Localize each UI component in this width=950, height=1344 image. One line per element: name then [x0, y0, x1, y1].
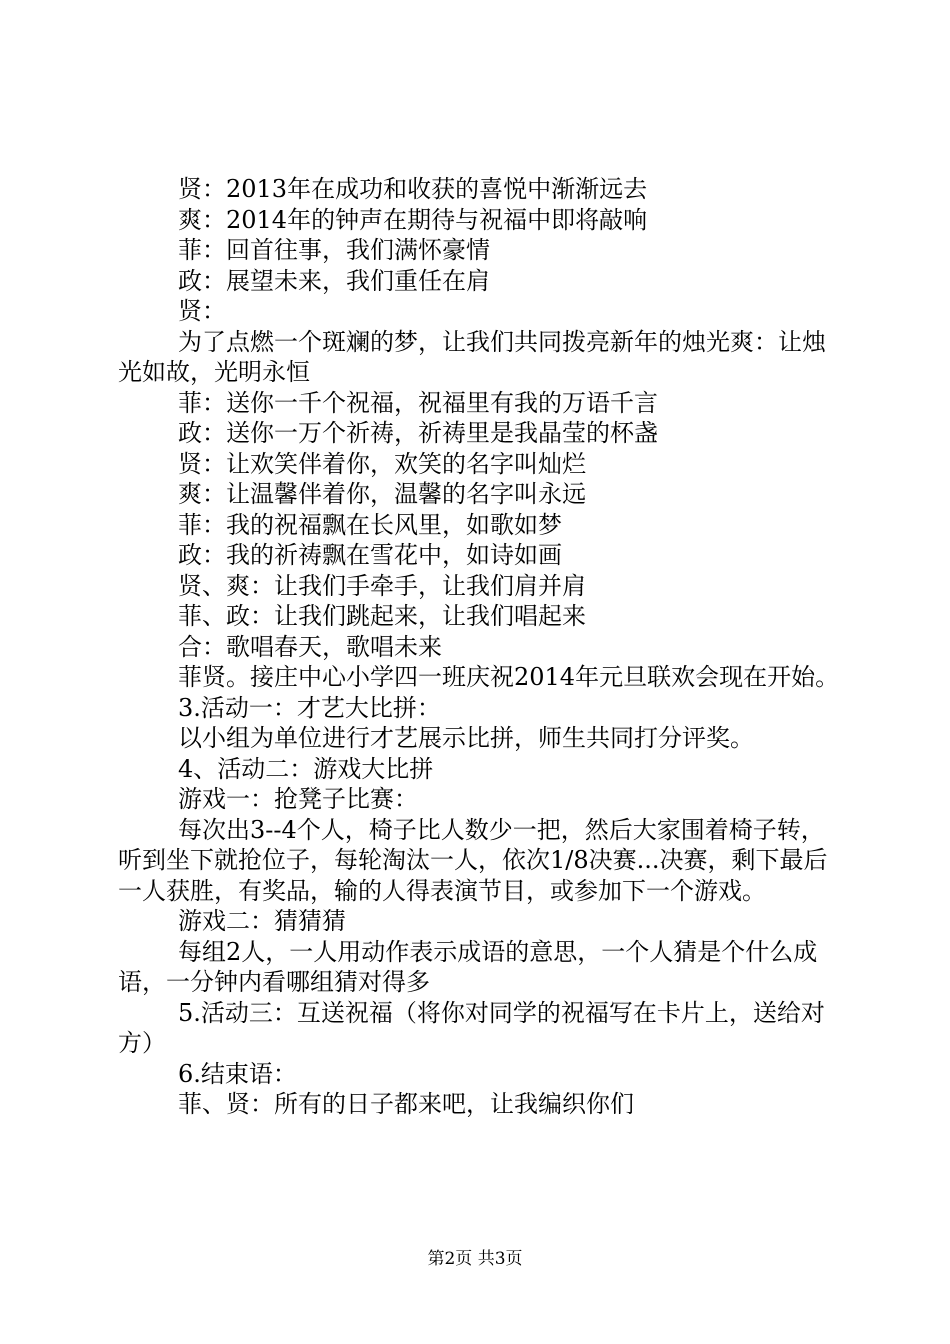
line-17: 3.活动一：才艺大比拼：	[178, 693, 441, 722]
line-23: 每组2人，一人用动作表示成语的意思，一个人猜是个什么成语，一分钟内看哪组猜对得多	[118, 937, 818, 996]
line-18: 以小组为单位进行才艺展示比拼，师生共同打分评奖。	[178, 724, 754, 752]
line-25: 6.结束语：	[178, 1059, 297, 1088]
line-15: 合：歌唱春天，歌唱未来	[178, 632, 442, 661]
line-13: 贤、爽：让我们手牵手，让我们肩并肩	[178, 571, 586, 600]
line-20: 游戏一：抢凳子比赛：	[178, 785, 418, 813]
line-24: 5.活动三：互送祝福（将你对同学的祝福写在卡片上，送给对方）	[118, 998, 825, 1057]
line-21: 每次出3--4个人，椅子比人数少一把，然后大家围着椅子转，听到坐下就抢位子，每轮淘汰一人，依次1/8决赛...决赛，剩下最后一人获胜，有奖品，输的人得表演节目，或参加下一个游戏。	[118, 815, 828, 905]
document-body	[118, 174, 840, 1120]
line-26: 菲、贤：所有的日子都来吧，让我编织你们	[178, 1090, 634, 1118]
line-14: 菲、政：让我们跳起来，让我们唱起来	[178, 602, 586, 630]
line-3: 菲：回首往事，我们满怀豪情	[178, 236, 490, 264]
line-12: 政：我的祈祷飘在雪花中，如诗如画	[178, 541, 562, 569]
line-9: 贤：让欢笑伴着你，欢笑的名字叫灿烂	[178, 449, 586, 478]
line-22: 游戏二：猜猜猜	[178, 907, 346, 935]
page-footer: 第2页 共3页	[427, 1249, 523, 1269]
line-10: 爽：让温馨伴着你，温馨的名字叫永远	[178, 480, 586, 508]
line-5: 贤：	[178, 297, 226, 325]
line-16: 菲贤。接庄中心小学四一班庆祝2014年元旦联欢会现在开始。	[178, 663, 840, 691]
line-1: 贤：2013年在成功和收获的喜悦中渐渐远去	[178, 175, 648, 203]
line-2: 爽：2014年的钟声在期待与祝福中即将敲响	[178, 205, 648, 234]
line-19: 4、活动二：游戏大比拼	[178, 754, 434, 783]
line-6: 为了点燃一个斑斓的梦，让我们共同拨亮新年的烛光爽：让烛光如故，光明永恒	[118, 327, 826, 386]
line-7: 菲：送你一千个祝福，祝福里有我的万语千言	[178, 388, 658, 417]
line-11: 菲：我的祝福飘在长风里，如歌如梦	[178, 510, 562, 539]
line-8: 政：送你一万个祈祷，祈祷里是我晶莹的杯盏	[178, 419, 658, 447]
line-4: 政：展望未来，我们重任在肩	[178, 266, 490, 295]
